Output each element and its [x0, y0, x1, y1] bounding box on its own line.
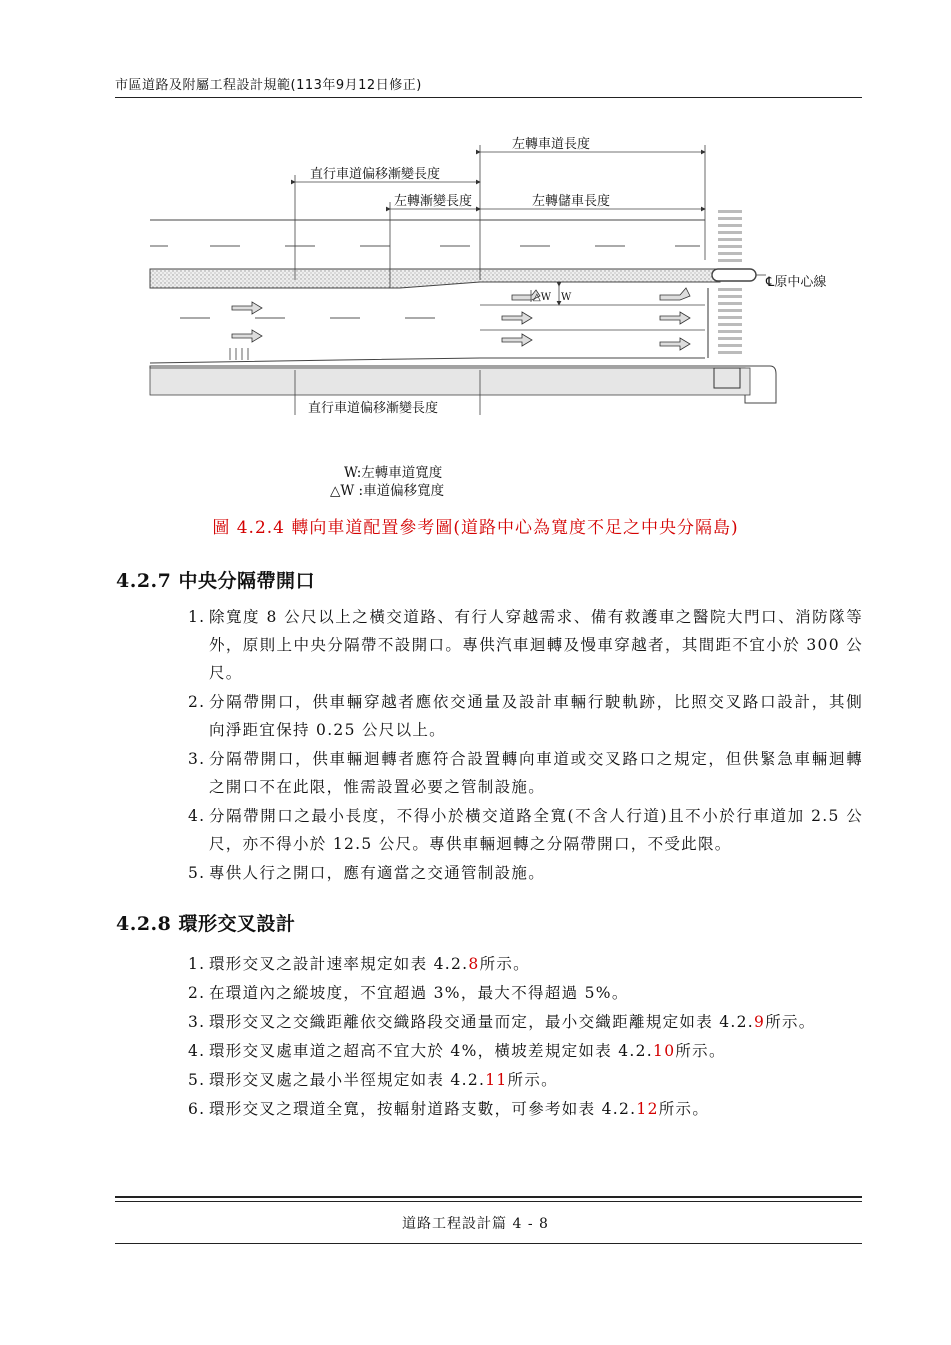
item-text-tail: 所示。: [658, 1100, 710, 1118]
footer-rule-top: [115, 1196, 862, 1198]
label-left-turn-storage: 左轉儲車長度: [532, 194, 611, 209]
item-text-tail: 所示。: [507, 1071, 558, 1089]
item-text: 環形交叉之環道全寬，按輻射道路支數，可參考如表 4.2.: [209, 1100, 637, 1118]
table-ref-link[interactable]: 10: [653, 1042, 676, 1060]
label-left-turn-taper: 左轉漸變長度: [394, 194, 473, 209]
item-text-tail: 所示。: [765, 1013, 816, 1031]
footer-rule-bottom: [115, 1243, 862, 1244]
list-item: [188, 802, 863, 858]
legend-w: W:左轉車道寬度: [344, 465, 443, 481]
item-number: 3.: [188, 750, 206, 768]
list-item: [188, 979, 863, 1007]
item-number: 1.: [188, 955, 206, 973]
label-through-shift-taper-top: 直行車道偏移漸變長度: [310, 167, 441, 182]
item-number: 5.: [188, 864, 206, 882]
list-item: [188, 688, 863, 744]
item-number: 5.: [188, 1071, 206, 1089]
item-number: 3.: [188, 1013, 206, 1031]
section-428-list: [188, 950, 863, 1124]
legend-delta-w: △W :車道偏移寬度: [330, 483, 445, 499]
label-left-turn-lane-length: 左轉車道長度: [512, 137, 591, 152]
item-number: 4.: [188, 1042, 206, 1060]
item-text: 在環道內之縱坡度，不宜超過 3%，最大不得超過 5%。: [209, 984, 629, 1002]
item-text: 環形交叉之交織距離依交織路段交通量而定，最小交織距離規定如表 4.2.: [209, 1013, 755, 1031]
running-header: 市區道路及附屬工程設計規範(113年9月12日修正): [115, 78, 422, 93]
item-text: 分隔帶開口，供車輛迴轉者應符合設置轉向車道或交叉路口之規定，但供緊急車輛迴轉之開口不在此限，惟需設置必要之管制設施。: [209, 750, 863, 796]
section-title-427: 4.2.7 中央分隔帶開口: [116, 570, 316, 592]
item-text: 分隔帶開口之最小長度，不得小於橫交道路全寬(不含人行道)且不小於行車道加 2.5 公尺，亦不得小於 12.5 公尺。專供車輛迴轉之分隔帶開口，不受此限。: [209, 807, 863, 853]
item-text: 環形交叉之設計速率規定如表 4.2.: [209, 955, 469, 973]
turn-lane-diagram: [140, 130, 840, 415]
table-ref-link[interactable]: 12: [636, 1100, 659, 1118]
label-w: W: [561, 292, 572, 303]
table-ref-link[interactable]: 11: [485, 1071, 508, 1089]
figure-legend: [330, 464, 444, 500]
list-item: [188, 603, 863, 687]
list-item: [188, 1008, 863, 1036]
label-delta-w: △W: [533, 292, 551, 303]
footer-rule-top-thin: [115, 1201, 862, 1202]
label-through-shift-taper-bottom: 直行車道偏移漸變長度: [308, 401, 439, 415]
section-title-428: 4.2.8 環形交叉設計: [116, 913, 296, 935]
header-rule: [115, 97, 862, 98]
item-number: 1.: [188, 608, 206, 626]
list-item: [188, 950, 863, 978]
table-ref-link[interactable]: 9: [754, 1013, 766, 1031]
item-number: 2.: [188, 984, 206, 1002]
label-centerline: ℄原中心線: [766, 275, 827, 290]
item-text: 環形交叉處車道之超高不宜大於 4%，橫坡差規定如表 4.2.: [209, 1042, 654, 1060]
item-text: 分隔帶開口，供車輛穿越者應依交通量及設計車輛行駛軌跡，比照交叉路口設計，其側向淨距宜保持 0.25 公尺以上。: [209, 693, 863, 739]
item-number: 6.: [188, 1100, 206, 1118]
list-item: [188, 1037, 863, 1065]
item-text: 環形交叉處之最小半徑規定如表 4.2.: [209, 1071, 486, 1089]
item-number: 2.: [188, 693, 206, 711]
list-item: [188, 1066, 863, 1094]
list-item: [188, 1095, 863, 1123]
figure-caption: 圖 4.2.4 轉向車道配置參考圖(道路中心為寬度不足之中央分隔島): [212, 518, 739, 538]
table-ref-link[interactable]: 8: [468, 955, 480, 973]
list-item: [188, 745, 863, 801]
item-text: 除寬度 8 公尺以上之橫交道路、有行人穿越需求、備有救護車之醫院大門口、消防隊等外，原則上中央分隔帶不設開口。專供汽車迴轉及慢車穿越者，其間距不宜小於 300 公尺。: [209, 608, 863, 682]
item-text-tail: 所示。: [479, 955, 530, 973]
list-item: [188, 859, 863, 887]
item-text: 專供人行之開口，應有適當之交通管制設施。: [209, 864, 546, 882]
item-text-tail: 所示。: [675, 1042, 726, 1060]
page-footer: 道路工程設計篇 4 - 8: [402, 1216, 549, 1232]
section-427-list: [188, 603, 863, 888]
item-number: 4.: [188, 807, 206, 825]
